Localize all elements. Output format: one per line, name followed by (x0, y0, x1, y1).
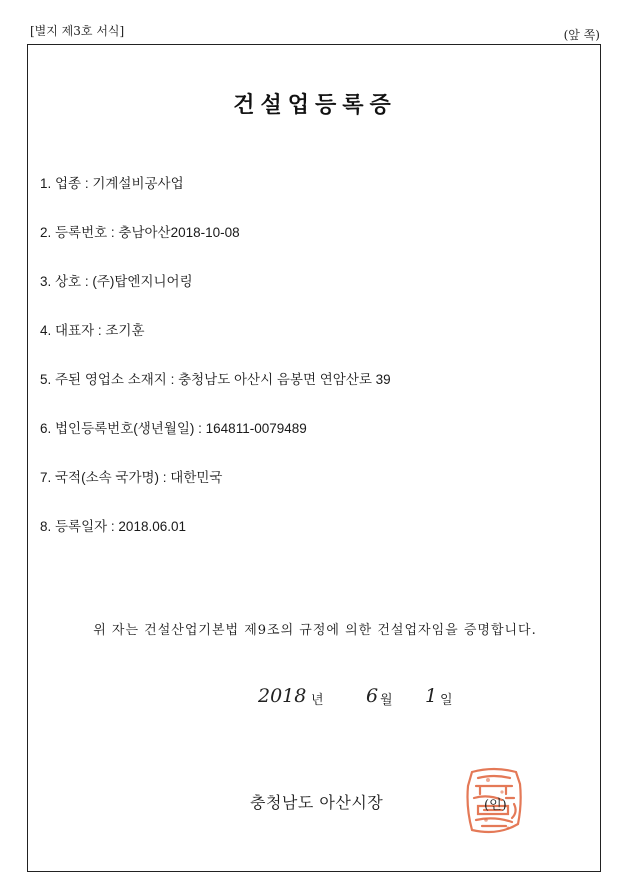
item-nationality: 7. 국적(소속 국가명) : 대한민국 (40, 470, 223, 485)
document-title: 건설업등록증 (233, 93, 397, 118)
item-corporate-number: 6. 법인등록번호(생년월일) : 164811-0079489 (40, 421, 307, 436)
page-side-label: (앞 쪽) (563, 28, 600, 42)
certificate-frame (27, 44, 601, 872)
certification-statement: 위 자는 건설산업기본법 제9조의 규정에 의한 건설업자임을 증명합니다. (93, 623, 537, 638)
date-day: 1 (425, 685, 438, 707)
date-day-unit: 일 (440, 693, 453, 708)
seal-mark: (인) (484, 798, 507, 813)
form-number-label: [별지 제3호 서식] (30, 24, 125, 38)
item-representative: 4. 대표자 : 조기훈 (40, 323, 145, 338)
date-year: 2018 (258, 685, 307, 707)
item-company-name: 3. 상호 : (주)탑엔지니어링 (40, 274, 193, 289)
item-registration-date: 8. 등록일자 : 2018.06.01 (40, 519, 186, 534)
date-year-unit: 년 (311, 693, 324, 708)
date-month-unit: 월 (380, 693, 393, 708)
item-business-type: 1. 업종 : 기계설비공사업 (40, 176, 184, 191)
issue-date (0, 685, 630, 715)
item-office-address: 5. 주된 영업소 소재지 : 충청남도 아산시 음봉면 연암산로 39 (40, 372, 391, 387)
item-registration-number: 2. 등록번호 : 충남아산2018-10-08 (40, 225, 240, 240)
date-month: 6 (366, 685, 379, 707)
issuer-name: 충청남도 아산시장 (250, 793, 384, 812)
